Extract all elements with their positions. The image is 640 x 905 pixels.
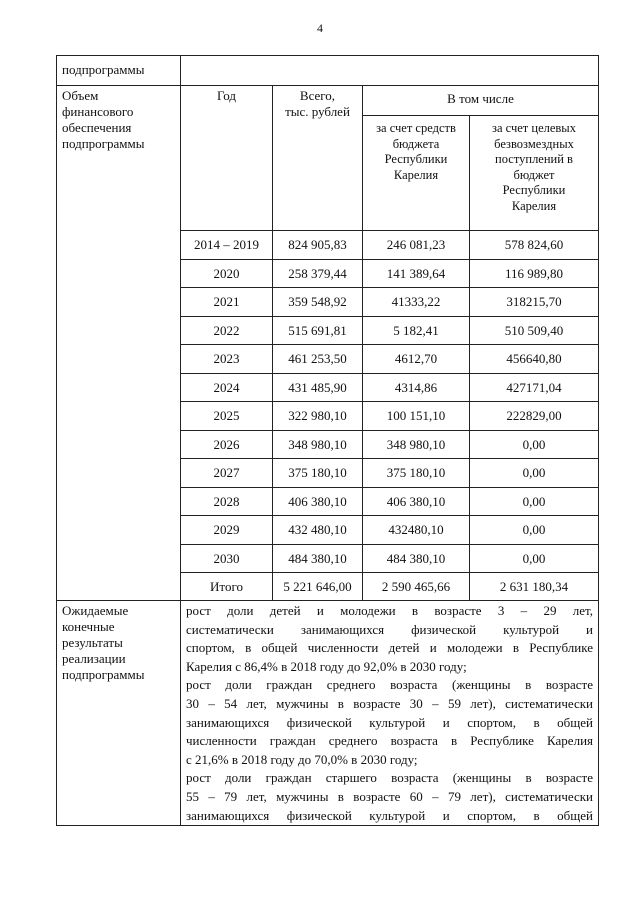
cell-target: 0,00 (470, 516, 599, 545)
finance-label (57, 86, 181, 601)
cell-year: 2025 (181, 402, 273, 431)
results-label-line: реализации (62, 651, 126, 666)
cell-total: 515 691,81 (273, 316, 363, 345)
results-label-line: подпрограммы (62, 667, 145, 682)
results-text-line: рост доли граждан среднего возраста (женщины в возрасте (186, 677, 593, 693)
col-header-total (273, 86, 363, 231)
finance-label-line: обеспечения (62, 120, 132, 135)
col-header-budget-line: Карелия (393, 167, 439, 182)
col-header-target-line: поступлений в (495, 152, 573, 166)
finance-label-line: подпрограммы (62, 136, 145, 151)
results-text-line: численности граждан среднего возраста в Республике Карелия (186, 733, 593, 749)
col-header-target-line: бюджет (513, 167, 555, 182)
cell-target: 2 631 180,34 (470, 573, 599, 601)
cell-budget: 432480,10 (363, 516, 470, 545)
cell-total: 348 980,10 (273, 430, 363, 459)
page-number: 4 (317, 21, 323, 35)
cell-year: 2026 (181, 430, 273, 459)
col-header-total-line: Всего, (299, 88, 336, 103)
cell-target: 0,00 (470, 487, 599, 516)
col-header-budget (363, 116, 470, 231)
cell-target: 318215,70 (470, 288, 599, 317)
col-header-target-line: безвозмездных (494, 136, 574, 151)
cell-total: 322 980,10 (273, 402, 363, 431)
col-header-budget-line: Республики (384, 152, 448, 166)
finance-label-line: финансового (62, 104, 134, 119)
cell-budget: 41333,22 (363, 288, 470, 317)
cell-total: 824 905,83 (273, 231, 363, 260)
results-text-line: с 21,6% в 2018 году до 70,0% в 2030 году; (186, 751, 418, 767)
cell-target: 510 509,40 (470, 316, 599, 345)
subprogram-passport-table (56, 55, 599, 826)
cell-budget: 246 081,23 (363, 231, 470, 260)
cell-year: 2028 (181, 487, 273, 516)
cell-year: Итого (181, 573, 273, 601)
cell-target: 222829,00 (470, 402, 599, 431)
cell-total: 431 485,90 (273, 373, 363, 402)
cell-year: 2014 – 2019 (181, 231, 273, 260)
cell-budget: 4314,86 (363, 373, 470, 402)
results-text (181, 601, 599, 826)
results-text-line: спортом, в общей численности детей и молодежи в Республике (186, 640, 593, 656)
cell-budget: 375 180,10 (363, 459, 470, 488)
subprogram-title-row (57, 56, 599, 86)
cell-total: 432 480,10 (273, 516, 363, 545)
results-text-line: 30 – 54 лет, мужчины в возрасте 30 – 59 лет), систематически (186, 695, 593, 711)
cell-year: 2021 (181, 288, 273, 317)
results-text-line: занимающихся физической культурой и спортом, в общей (186, 714, 593, 730)
cell-target: 116 989,80 (470, 259, 599, 288)
results-text-line: Карелия с 86,4% в 2018 году до 92,0% в 2030 году; (186, 658, 467, 674)
cell-year: 2020 (181, 259, 273, 288)
cell-target: 0,00 (470, 430, 599, 459)
cell-total: 484 380,10 (273, 544, 363, 573)
cell-budget: 100 151,10 (363, 402, 470, 431)
row-label-subprogram: подпрограммы (57, 56, 181, 86)
cell-total: 359 548,92 (273, 288, 363, 317)
results-row (57, 601, 599, 826)
col-header-budget-line: бюджета (392, 136, 440, 151)
results-label-line: результаты (62, 635, 123, 650)
cell-target: 578 824,60 (470, 231, 599, 260)
cell-total: 258 379,44 (273, 259, 363, 288)
cell-year: 2023 (181, 345, 273, 374)
cell-budget: 141 389,64 (363, 259, 470, 288)
cell-year: 2022 (181, 316, 273, 345)
results-label-line: Ожидаемые (62, 603, 129, 618)
results-label (57, 601, 181, 826)
col-header-budget-line: за счет средств (376, 121, 456, 135)
cell-budget: 2 590 465,66 (363, 573, 470, 601)
cell-budget: 348 980,10 (363, 430, 470, 459)
col-header-target-line: Карелия (511, 198, 557, 213)
cell-target: 456640,80 (470, 345, 599, 374)
col-header-target-line: за счет целевых (492, 121, 576, 135)
cell-target: 0,00 (470, 544, 599, 573)
cell-budget: 4612,70 (363, 345, 470, 374)
col-header-target-line: Республики (502, 183, 566, 197)
results-label-line: конечные (62, 619, 115, 634)
finance-header-row-1 (57, 86, 599, 116)
cell-budget: 406 380,10 (363, 487, 470, 516)
empty-cell (181, 56, 599, 86)
cell-target: 0,00 (470, 459, 599, 488)
cell-total: 5 221 646,00 (273, 573, 363, 601)
cell-year: 2029 (181, 516, 273, 545)
cell-total: 461 253,50 (273, 345, 363, 374)
results-text-line: рост доли детей и молодежи в возрасте 3 – 29 лет, (186, 603, 593, 618)
cell-total: 375 180,10 (273, 459, 363, 488)
col-header-year: Год (181, 86, 273, 231)
cell-year: 2024 (181, 373, 273, 402)
cell-target: 427171,04 (470, 373, 599, 402)
col-header-target (470, 116, 599, 231)
cell-total: 406 380,10 (273, 487, 363, 516)
cell-year: 2027 (181, 459, 273, 488)
finance-label-line: Объем (62, 88, 99, 103)
col-header-total-line: тыс. рублей (285, 104, 350, 119)
cell-year: 2030 (181, 544, 273, 573)
results-text-line: занимающихся физической культурой и спортом, в общей (186, 807, 593, 823)
cell-budget: 5 182,41 (363, 316, 470, 345)
results-text-line: систематически занимающихся физической культурой и (186, 621, 593, 637)
col-header-including: В том числе (363, 86, 599, 116)
results-text-line: рост доли граждан старшего возраста (женщины в возрасте (186, 770, 593, 786)
results-text-line: 55 – 79 лет, мужчины в возрасте 60 – 79 лет), систематически (186, 788, 593, 804)
cell-budget: 484 380,10 (363, 544, 470, 573)
